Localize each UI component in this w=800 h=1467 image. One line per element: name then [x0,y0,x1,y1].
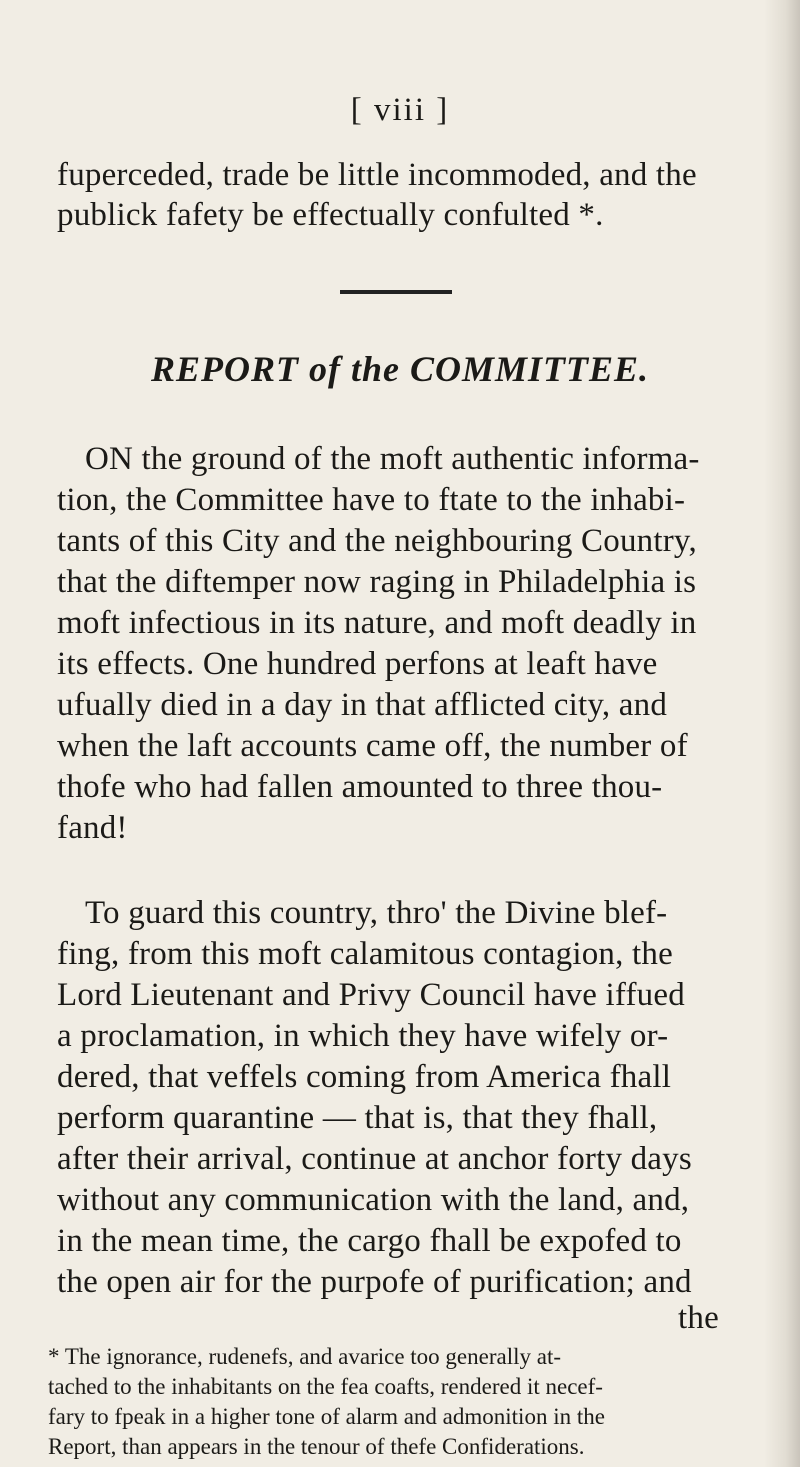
para2-line: perform quarantine — that is, that they fhall, [57,1100,658,1136]
section-divider [340,290,452,294]
para1-line: that the diftemper now raging in Philadelphia is [57,564,697,600]
para1-line: tants of this City and the neighbouring Country, [57,523,697,559]
catchword: the [678,1300,719,1336]
para2-line: dered, that veffels coming from America fhall [57,1059,672,1095]
para1-line: ON the ground of the moft authentic informa- [85,441,700,477]
para1-line: when the laft accounts came off, the number of [57,728,688,764]
page-edge-shadow [764,0,800,1467]
intro-line: publick fafety be effectually confulted *. [57,197,604,233]
footnote-line: Report, than appears in the tenour of thefe Confiderations. [48,1434,585,1459]
footnote-line: tached to the inhabitants on the fea coafts, rendered it necef- [48,1374,603,1399]
para1-line: its effects. One hundred perfons at leaft have [57,646,658,682]
para2-line: without any communication with the land, and, [57,1182,690,1218]
section-heading: REPORT of the COMMITTEE. [150,349,650,389]
para2-line: Lord Lieutenant and Privy Council have iffued [57,977,685,1013]
para2-line: in the mean time, the cargo fhall be expofed to [57,1223,682,1259]
para1-line: thofe who had fallen amounted to three thou- [57,769,663,805]
para1-line: fand! [57,810,128,846]
para2-line: a proclamation, in which they have wifely or- [57,1018,669,1054]
para2-line: the open air for the purpofe of purification; and [57,1264,692,1300]
page-number-header: [ viii ] [350,92,450,128]
para1-line: ufually died in a day in that afflicted city, and [57,687,668,723]
para2-line: To guard this country, thro' the Divine blef- [85,895,668,931]
intro-line: fuperceded, trade be little incommoded, and the [57,157,697,193]
footnote-line: fary to fpeak in a higher tone of alarm and admonition in the [48,1404,605,1429]
para2-line: after their arrival, continue at anchor forty days [57,1141,692,1177]
footnote-line: * The ignorance, rudenefs, and avarice too generally at- [48,1344,562,1369]
para2-line: fing, from this moft calamitous contagion, the [57,936,673,972]
para1-line: moft infectious in its nature, and moft deadly in [57,605,697,641]
para1-line: tion, the Committee have to ftate to the inhabi- [57,482,686,518]
